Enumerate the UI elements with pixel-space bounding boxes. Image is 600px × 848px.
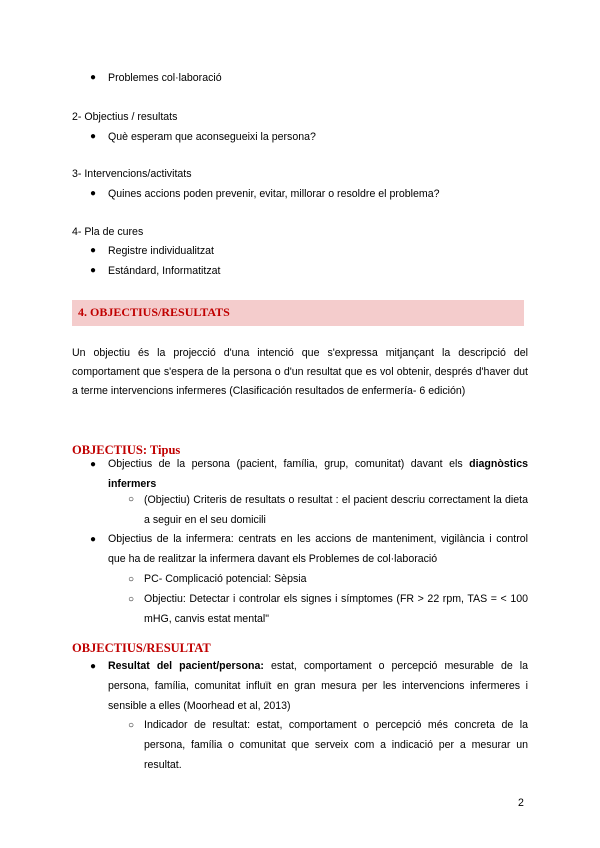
page-number: 2 [518, 797, 524, 809]
list-item: Quines accions poden prevenir, evitar, millorar o resoldre el problema? [108, 188, 440, 200]
bullet-icon: ● [90, 72, 97, 83]
item-bold-text: diagnòstics infermers [108, 458, 528, 490]
sub-list-item: PC- Complicació potencial: Sèpsia [144, 573, 307, 585]
item-text: estat, comportament o percepció mesurable de la persona, família, comunitat influït en gran mesura per les intervencions infermeres i sensible a elles (Moorhead et al, 2013) [108, 660, 528, 712]
sub-list-item: Objectiu: Detectar i controlar els signes i símptomes (FR > 22 rpm, TAS = < 100 mHG, canvis estat mental" [144, 593, 528, 625]
banner-title: 4. OBJECTIUS/RESULTATS [78, 305, 230, 319]
section-banner [72, 300, 524, 326]
circle-bullet-icon: ○ [128, 574, 135, 585]
item-bold-text: Resultat del pacient/persona: [108, 660, 264, 672]
bullet-icon: ● [90, 459, 97, 470]
bullet-icon: ● [90, 245, 97, 256]
circle-bullet-icon: ○ [128, 494, 135, 505]
section-heading: 4- Pla de cures [72, 226, 144, 238]
list-item: Què esperam que aconsegueixi la persona? [108, 131, 316, 143]
tipus-heading: OBJECTIUS: Tipus [72, 443, 181, 457]
sub-list-item: Indicador de resultat: estat, comportament o percepció més concreta de la persona, família o comunitat que serveix com a indicació per a mesurar un resultat. [144, 719, 528, 771]
list-item [108, 454, 528, 494]
list-item: Estándard, Informatitzat [108, 265, 221, 277]
sub-list-item: (Objectiu) Criteris de resultats o resultat : el pacient descriu correctament la dieta a seguir en el seu domicili [144, 494, 528, 526]
list-item: Objectius de la infermera: centrats en les accions de manteniment, vigilància i control que ha de realitzar la infermera davant els Problemes de col·laboració [108, 533, 528, 565]
bullet-icon: ● [90, 661, 97, 672]
section-heading: 3- Intervencions/activitats [72, 168, 192, 180]
circle-bullet-icon: ○ [128, 594, 135, 605]
resultat-heading: OBJECTIUS/RESULTAT [72, 641, 211, 655]
intro-paragraph: Un objectiu és la projecció d'una intenció que s'expressa mitjançant la descripció del comportament que s'espera de la persona o d'un resultat que es vol obtenir, després d'haver dut a terme intervencions infermeres (Clasificación resultados de enfermería- 6 edición) [72, 347, 528, 397]
bullet-icon: ● [90, 265, 97, 276]
bullet-icon: ● [90, 188, 97, 199]
section-heading: 2- Objectius / resultats [72, 111, 178, 123]
item-text: Objectius de la persona (pacient, família, grup, comunitat) davant els [108, 458, 470, 470]
bullet-icon: ● [90, 534, 97, 545]
list-item: Registre individualitzat [108, 245, 214, 257]
list-item [108, 656, 528, 716]
circle-bullet-icon: ○ [128, 720, 135, 731]
list-item: Problemes col·laboració [108, 72, 222, 84]
bullet-icon: ● [90, 131, 97, 142]
